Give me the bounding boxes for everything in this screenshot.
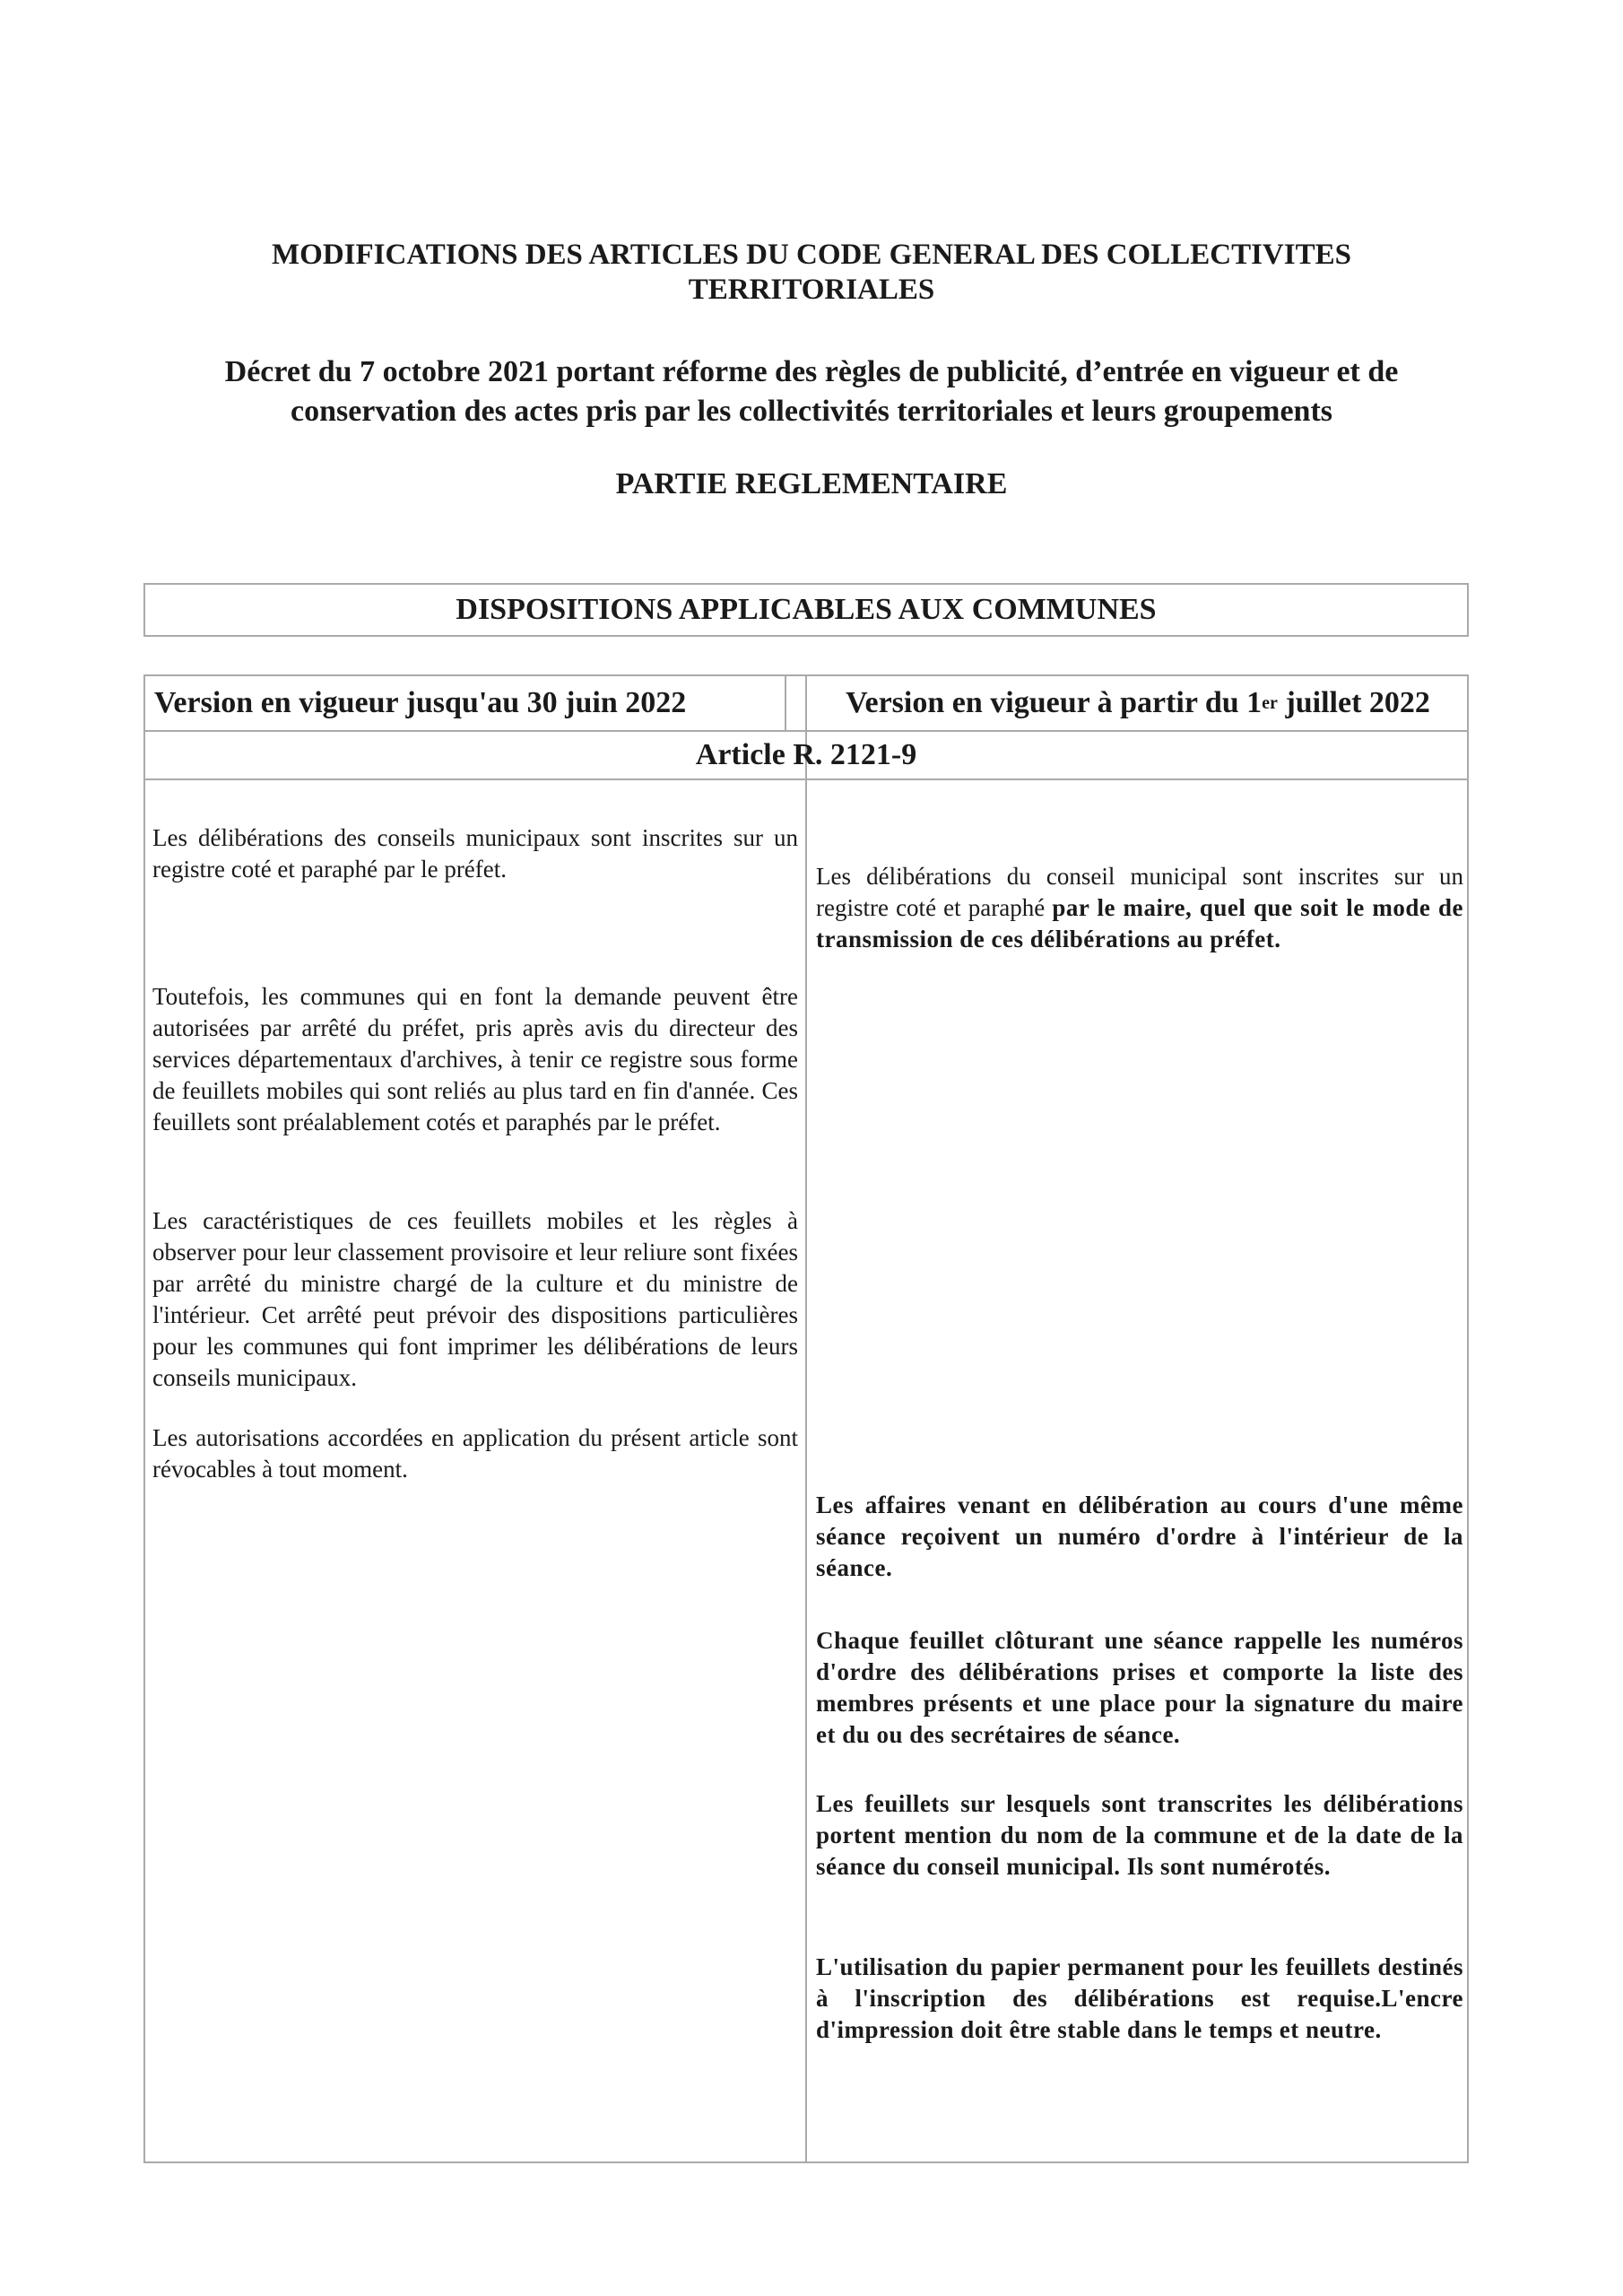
main-title-line1: MODIFICATIONS DES ARTICLES DU CODE GENERAL DES COLLECTIVITES [272,239,1351,271]
old-paragraph-4: Les autorisations accordées en application du présent article sont révocables à tout moment. [152,1424,798,1483]
main-title [0,238,1623,308]
new-paragraph-3: Chaque feuillet clôturant une séance rappelle les numéros d'ordre des délibérations prises et comporte la liste des membres présents et une place pour la signature du maire et du ou des secrétaires de séance. [816,1627,1463,1748]
new-paragraph-2: Les affaires venant en délibération au cours d'une même séance reçoivent un numéro d'ordre à l'intérieur de la séance. [816,1492,1463,1581]
new-paragraph-1-bold: par le maire, quel que soit le mode de transmission de ces délibérations au préfet. [816,894,1463,952]
main-title-line2: TERRITORIALES [688,274,935,306]
new-paragraph-1 [816,861,1463,955]
article-number: Article R. 2121-9 [695,738,917,771]
old-paragraph-1: Les délibérations des conseils municipaux sont inscrites sur un registre coté et paraphé par le préfet. [152,824,798,883]
new-paragraph-1-plain: Les délibérations du conseil municipal sont inscrites sur un registre coté et paraphé [816,863,1463,921]
decree-title: Décret du 7 octobre 2021 portant réforme des règles de publicité, d’entrée en vigueur et de conservation des actes pris par les collectivités territoriales et leurs groupements [224,355,1399,428]
comparison-table [143,674,1469,2163]
section-title: DISPOSITIONS APPLICABLES AUX COMMUNES [456,593,1157,626]
column-divider [805,676,807,2161]
old-paragraph-3: Les caractéristiques de ces feuillets mobiles et les règles à observer pour leur classement provisoire et leur reliure sont fixées par arrêté du ministre chargé de la culture et du ministre de l'intérieur. Cet arrêté peut prévoir des dispositions particulières pour les communes qui font imprimer les délibérations de leurs conseils municipaux. [152,1207,798,1391]
column-header-new-sup: er [1262,692,1278,713]
new-paragraph-4: Les feuillets sur lesquels sont transcrites les délibérations portent mention du nom de la commune et de la date de la séance du conseil municipal. Ils sont numérotés. [816,1790,1463,1880]
column-header-new-text: Version en vigueur à partir du 1 [846,686,1263,719]
section-title-box [143,583,1469,637]
old-paragraph-2: Toutefois, les communes qui en font la demande peuvent être autorisées par arrêté du préfet, pris après avis du directeur des services départementaux d'archives, à tenir ce registre sous forme de feuillets mobiles qui sont reliés au plus tard en fin d'année. Ces feuillets sont préalablement cotés et paraphés par le préfet. [152,983,798,1135]
column-header-old: Version en vigueur jusqu'au 30 juin 2022 [154,676,786,730]
column-header-new-text-end: juillet 2022 [1277,686,1430,719]
article-divider [145,778,1467,780]
partie-title: PARTIE REGLEMENTAIRE [615,467,1008,500]
column-header-new [815,676,1461,730]
new-paragraph-5: L'utilisation du papier permanent pour les feuillets destinés à l'inscription des délibérations est requise.L'encre d'impression doit être stable dans le temps et neutre. [816,1953,1463,2043]
